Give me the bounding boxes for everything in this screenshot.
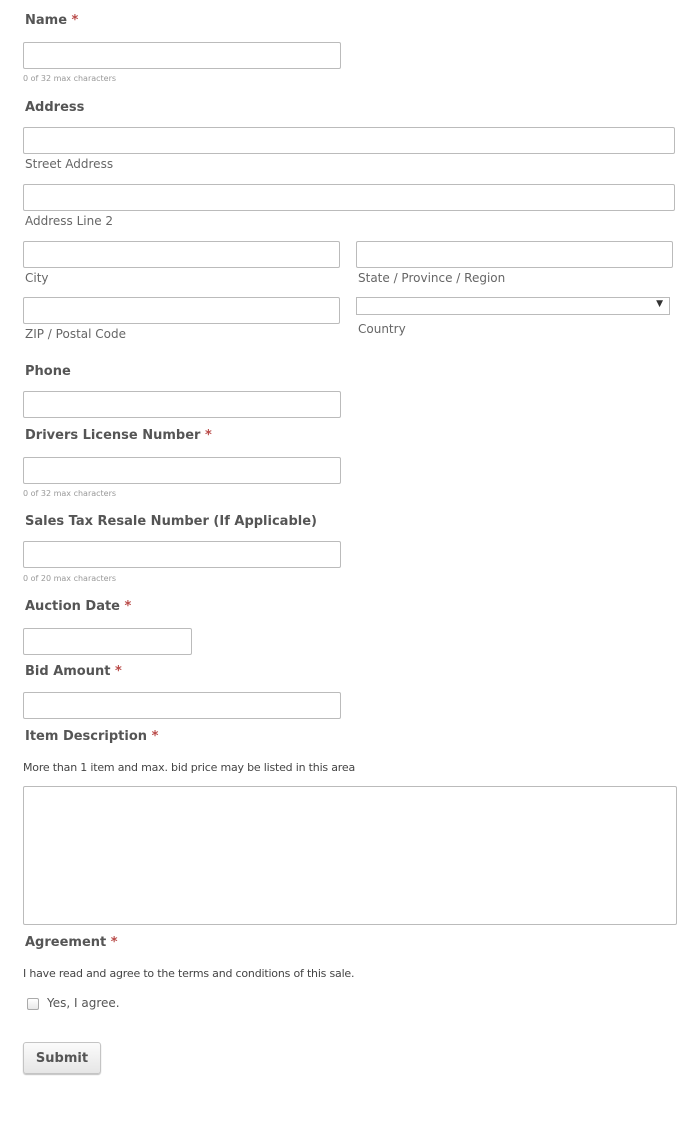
name-label: Name *: [25, 13, 79, 28]
chevron-down-icon: ▼: [656, 299, 663, 309]
street-address-sublabel: Street Address: [25, 157, 114, 171]
address-line-2-sublabel: Address Line 2: [25, 214, 114, 228]
address-line-2-input[interactable]: [23, 184, 675, 211]
license-char-counter: 0 of 32 max characters: [23, 489, 117, 498]
name-char-counter: 0 of 32 max characters: [23, 74, 117, 83]
submit-button[interactable]: Submit: [23, 1042, 101, 1074]
zip-sublabel: ZIP / Postal Code: [25, 327, 126, 341]
required-mark: *: [151, 729, 159, 744]
street-address-input[interactable]: [23, 127, 675, 154]
item-description-label: Item Description *: [25, 729, 159, 744]
required-mark: *: [124, 599, 132, 614]
agreement-label: Agreement *: [25, 935, 118, 950]
country-select[interactable]: [356, 297, 670, 315]
phone-input[interactable]: [23, 391, 341, 418]
country-sublabel: Country: [358, 322, 406, 336]
required-mark: *: [110, 935, 118, 950]
item-description-textarea[interactable]: [23, 786, 677, 925]
auction-date-input[interactable]: [23, 628, 192, 655]
resale-label: Sales Tax Resale Number (If Applicable): [25, 514, 317, 529]
item-description-help: More than 1 item and max. bid price may be listed in this area: [23, 761, 355, 774]
agree-checkbox[interactable]: [27, 998, 39, 1010]
state-input[interactable]: [356, 241, 673, 268]
resale-input[interactable]: [23, 541, 341, 568]
city-input[interactable]: [23, 241, 340, 268]
zip-input[interactable]: [23, 297, 340, 324]
auction-date-label: Auction Date *: [25, 599, 132, 614]
bid-amount-input[interactable]: [23, 692, 341, 719]
required-mark: *: [115, 664, 122, 679]
license-input[interactable]: [23, 457, 341, 484]
name-input[interactable]: [23, 42, 341, 69]
state-sublabel: State / Province / Region: [358, 271, 506, 285]
city-sublabel: City: [25, 271, 49, 285]
license-label: Drivers License Number *: [25, 428, 212, 443]
bid-amount-label: Bid Amount *: [25, 664, 122, 679]
agree-checkbox-label[interactable]: Yes, I agree.: [47, 996, 120, 1010]
address-label: Address: [25, 100, 85, 115]
phone-label: Phone: [25, 364, 71, 379]
required-mark: *: [71, 13, 79, 28]
agreement-text: I have read and agree to the terms and conditions of this sale.: [23, 967, 355, 980]
required-mark: *: [204, 428, 212, 443]
resale-char-counter: 0 of 20 max characters: [23, 574, 117, 583]
